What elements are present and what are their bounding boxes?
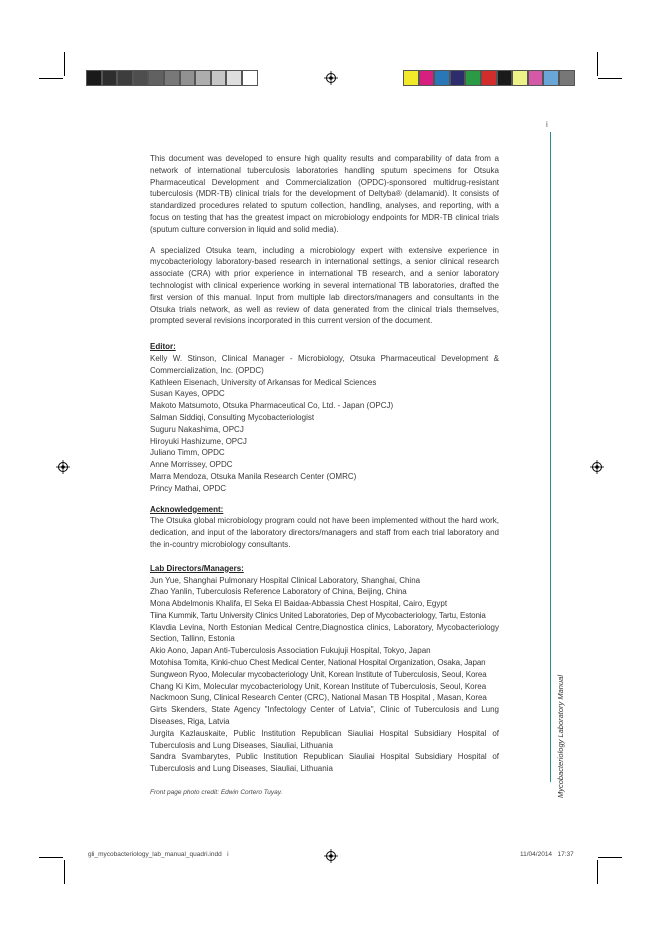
crop-mark	[597, 860, 598, 884]
editor-name: Suguru Nakashima, OPCJ	[150, 424, 244, 434]
lab-director-name: Klavdia Levina, North Estonian Medical Centre,Diagnostica clinics, Laboratory, Mycobacteriology Section, Tallinn, Estonia	[150, 622, 499, 644]
crop-mark	[598, 857, 622, 858]
color-swatch	[180, 70, 196, 86]
intro-paragraph-2: A specialized Otsuka team, including a microbiology expert with extensive experience in mycobacteriology laboratory-based research in international settings, a senior clinical research associate (CRA) with prior experience in international TB research, and a senior laboratory technologist with clinical experience working in several international TB laboratories, drafted the first version of this manual. Input from multiple lab directors/managers and consultants in the Otsuka trials network, as well as review of data generated from the clinical trials themselves, prompted several revisions incorporated in this current version of the document.	[150, 245, 499, 326]
editor-list	[150, 353, 499, 495]
editor-name: Kelly W. Stinson, Clinical Manager - Microbiology, Otsuka Pharmaceutical Development & Commercialization, Inc. (OPDC)	[150, 353, 499, 375]
page-number: i	[546, 120, 548, 129]
lab-director-name: Chang Ki Kim, Molecular mycobacteriology Unit, Korean Institute of Tuberculosis, Seoul, Korea	[150, 681, 487, 691]
editor-heading: Editor:	[150, 342, 176, 352]
color-swatch	[242, 70, 258, 86]
lab-director-name: Girts Skenders, State Agency "Infectology Center of Latvia", Clinic of Tuberculosis and Lung Diseases, Riga, Latvia	[150, 705, 499, 727]
editor-name: Makoto Matsumoto, Otsuka Pharmaceutical Co, Ltd. - Japan (OPCJ)	[150, 401, 394, 411]
color-swatch	[148, 70, 164, 86]
lab-director-name: Sungweon Ryoo, Molecular mycobacteriology Unit, Korean Institute of Tuberculosis, Seoul, Korea	[150, 669, 487, 679]
registration-mark-icon	[56, 460, 70, 474]
color-swatch	[450, 70, 466, 86]
running-title: Mycobacteriology Laboratory Manual	[556, 675, 565, 798]
registration-mark-icon	[324, 849, 338, 863]
side-rule	[550, 132, 551, 782]
color-swatch	[133, 70, 149, 86]
registration-mark-icon	[324, 71, 338, 85]
lab-director-name: Nackmoon Sung, Clinical Research Center (CRC), National Masan TB Hospital , Masan, Korea	[150, 693, 487, 703]
color-swatch	[434, 70, 450, 86]
color-swatch	[403, 70, 419, 86]
lab-director-name: Akio Aono, Japan Anti-Tuberculosis Association Fukujuji Hospital, Tokyo, Japan	[150, 646, 431, 656]
grayscale-bar	[86, 70, 258, 86]
lab-directors-heading: Lab Directors/Managers:	[150, 563, 244, 573]
crop-mark	[598, 78, 622, 79]
acknowledgement-text: The Otsuka global microbiology program could not have been implemented without the hard work, dedication, and input of the laboratory directors/managers and staff from each trial laboratory and the in-country microbiology consultants.	[150, 516, 499, 549]
photo-credit: Front page photo credit: Edwin Cortero Tuyay.	[150, 789, 283, 796]
color-swatch	[211, 70, 227, 86]
color-swatch	[164, 70, 180, 86]
color-swatch	[102, 70, 118, 86]
crop-mark	[597, 52, 598, 76]
editor-name: Princy Mathai, OPDC	[150, 483, 227, 493]
color-swatch	[512, 70, 528, 86]
lab-director-name: Sandra Svambarytes, Public Institution Republican Siauliai Hospital Subsidiary Hospital of Tuberculosis and Lung Diseases, Siauliai, Lithuania	[150, 752, 499, 774]
lab-director-name: Motohisa Tomita, Kinki-chuo Chest Medical Center, National Hospital Organization, Osaka, Japan	[150, 658, 486, 668]
registration-mark-icon	[590, 460, 604, 474]
color-bar	[403, 70, 575, 86]
slug-filename: gli_mycobacteriology_lab_manual_quadri.indd i	[88, 851, 229, 858]
color-swatch	[559, 70, 575, 86]
color-swatch	[86, 70, 102, 86]
color-swatch	[226, 70, 242, 86]
slug-date: 11/04/2014 17:37	[520, 851, 574, 858]
lab-director-name: Tiina Kummik, Tartu University Clinics United Laboratories, Dep of Mycobacteriology, Tartu, Estonia	[150, 610, 486, 620]
editor-name: Anne Morrissey, OPDC	[150, 460, 233, 470]
color-swatch	[419, 70, 435, 86]
crop-mark	[64, 860, 65, 884]
editor-name: Juliano Timm, OPDC	[150, 448, 225, 458]
editor-name: Kathleen Eisenach, University of Arkansas for Medical Sciences	[150, 377, 377, 387]
editor-name: Susan Kayes, OPDC	[150, 389, 225, 399]
color-swatch	[117, 70, 133, 86]
lab-director-name: Zhao Yanlin, Tuberculosis Reference Laboratory of China, Beijing, China	[150, 587, 407, 597]
color-swatch	[543, 70, 559, 86]
editor-name: Marra Mendoza, Otsuka Manila Research Center (OMRC)	[150, 471, 357, 481]
intro-paragraph-1: This document was developed to ensure high quality results and comparability of data from a network of international tuberculosis laboratories handling sputum specimens for Otsuka Pharmaceutical Development and Commercialization (OPDC)-sponsored multidrug-resistant tuberculosis (MDR-TB) clinical trials for the development of Deltyba® (delamanid). It consists of standardized procedures related to sputum collection, handling, analyses, and reporting, with a focus on testing that has the greatest impact on microbiology endpoints for MDR-TB clinical trials (sputum culture conversion in liquid and solid media).	[150, 154, 499, 234]
lab-director-name: Mona Abdelmonis Khalifa, El Seka El Baidaa-Abbassia Chest Hospital, Cairo, Egypt	[150, 599, 448, 609]
crop-mark	[64, 52, 65, 76]
color-swatch	[528, 70, 544, 86]
editor-name: Salman Siddiqi, Consulting Mycobacteriologist	[150, 412, 315, 422]
lab-directors-list	[150, 575, 499, 776]
crop-mark	[39, 857, 63, 858]
crop-mark	[39, 78, 63, 79]
acknowledgement-heading: Acknowledgement:	[150, 504, 224, 514]
color-swatch	[195, 70, 211, 86]
color-swatch	[465, 70, 481, 86]
lab-director-name: Jun Yue, Shanghai Pulmonary Hospital Clinical Laboratory, Shanghai, China	[150, 575, 421, 585]
main-content	[150, 153, 499, 775]
editor-name: Hiroyuki Hashizume, OPCJ	[150, 436, 247, 446]
color-swatch	[497, 70, 513, 86]
lab-director-name: Jurgita Kazlauskaite, Public Institution Republican Siauliai Hospital Subsidiary Hospital of Tuberculosis and Lung Diseases, Siauliai, Lithuania	[150, 728, 499, 750]
color-swatch	[481, 70, 497, 86]
